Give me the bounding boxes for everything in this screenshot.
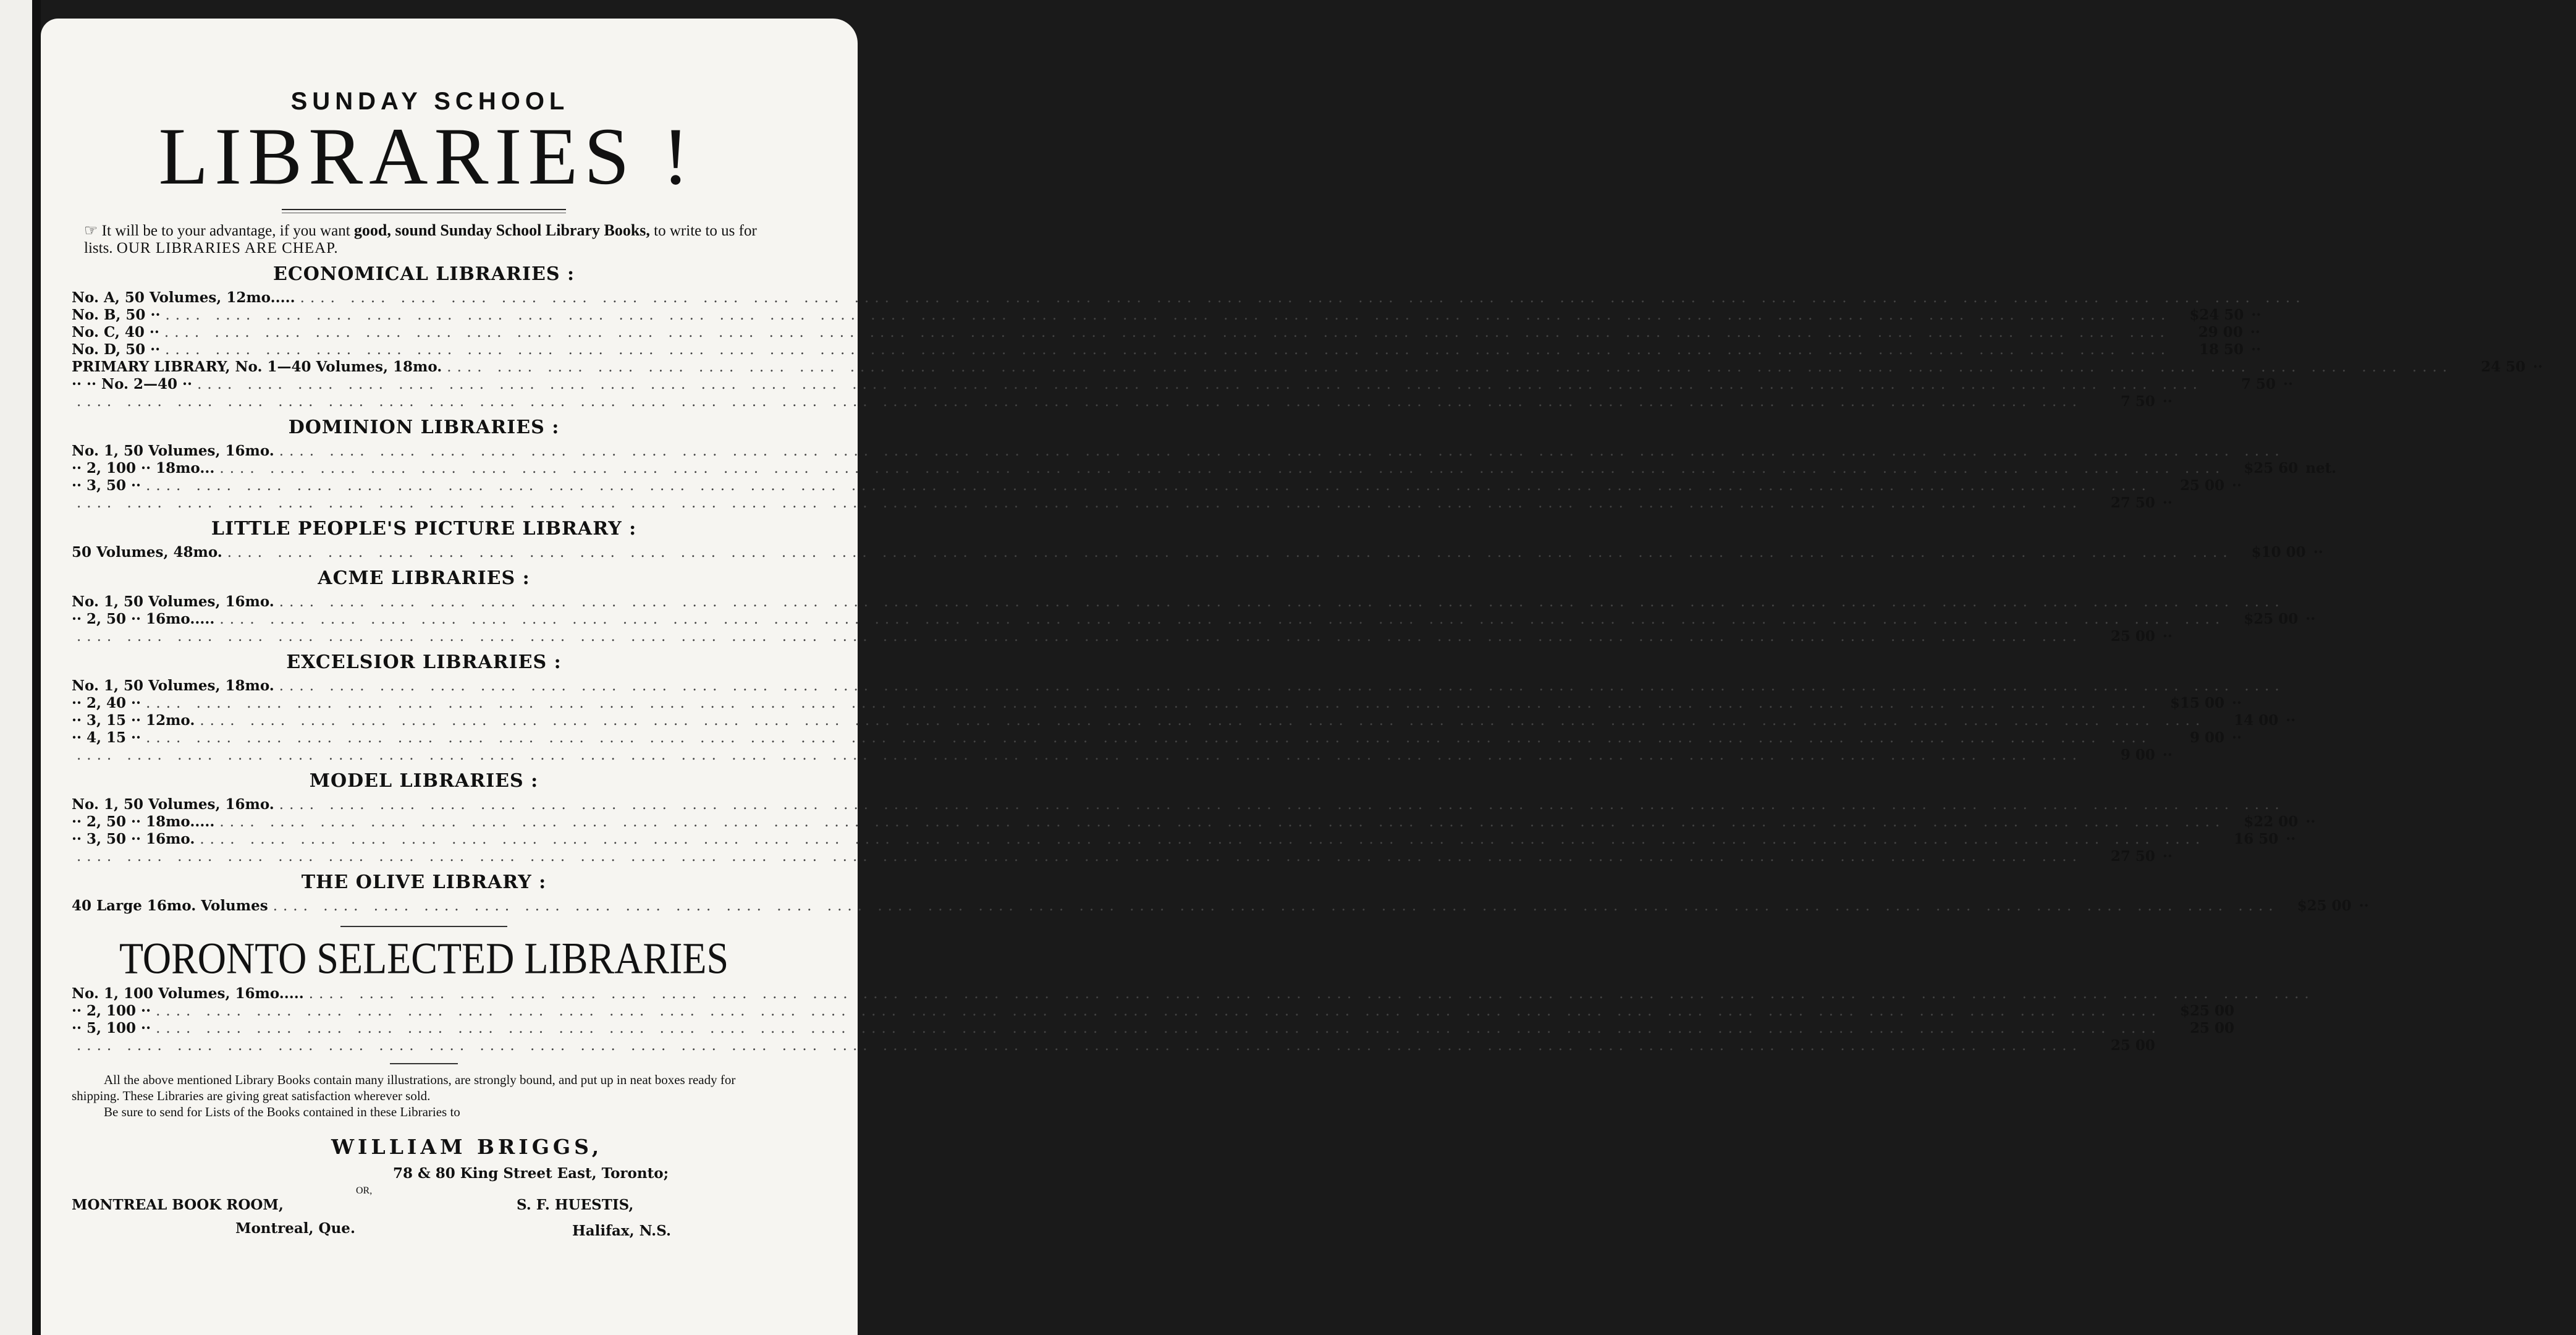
leader-dots: .... .... .... .... .... .... .... .... .... .... .... .... .... .... .... .... .... .... .... .... .... .... .... .... .... .... .... .... .... .... .... .... .... .... .... .... .... .... .... .... xyxy=(77,747,2082,763)
pointing-hand-icon: ☞ xyxy=(84,222,98,239)
row-price: $22 00 xyxy=(2244,813,2299,830)
halifax-name: S. F. HUESTIS, xyxy=(517,1197,634,1213)
branch-addresses xyxy=(72,1197,776,1271)
row-label: ·· 3, 15 ·· 12mo. xyxy=(72,712,195,729)
leader-dots: .... .... .... .... .... .... .... .... .... .... .... .... .... .... .... .... .... .... .... .... .... .... .... .... .... .... .... .... .... .... .... .... .... .... .... .... .... .... .... .... xyxy=(300,290,2306,306)
price-row xyxy=(72,460,2337,477)
row-tail: ·· xyxy=(2313,544,2323,561)
row-price: 14 00 xyxy=(2234,712,2279,729)
price-row xyxy=(72,358,2543,376)
row-label: PRIMARY LIBRARY, No. 1—40 Volumes, 18mo. xyxy=(72,358,442,375)
row-label: No. D, 50 ·· xyxy=(72,341,161,358)
double-rule xyxy=(282,209,566,213)
row-label: No. 1, 50 Volumes, 18mo. xyxy=(72,677,274,694)
section-heading: MODEL LIBRARIES : xyxy=(309,770,539,792)
row-price: 7 50 xyxy=(2240,376,2276,392)
row-label: No. B, 50 ·· xyxy=(72,307,161,323)
row-label: ·· 2, 50 ·· 18mo..... xyxy=(72,813,215,830)
price-row xyxy=(72,729,2242,747)
row-price: 9 00 xyxy=(2120,747,2155,763)
leader-dots: .... .... .... .... .... .... .... .... .... .... .... .... .... .... .... .... .... .... .... .... .... .... .... .... .... .... .... .... .... .... .... .... .... .... .... .... .... .... .... .... xyxy=(77,394,2082,410)
row-price: $24 50 xyxy=(2189,307,2244,323)
row-tail: ·· xyxy=(2162,747,2173,763)
row-tail: ·· xyxy=(2162,494,2173,511)
leader-dots: .... .... .... .... .... .... .... .... .... .... .... .... .... .... .... .... .... .... .... .... .... .... .... .... .... .... .... .... .... .... .... .... .... .... .... .... .... .... .... .... xyxy=(77,1038,2082,1054)
row-tail: ·· xyxy=(2231,695,2242,711)
price-row xyxy=(72,307,2261,324)
leader-dots: .... .... .... .... .... .... .... .... .... .... .... .... .... .... .... .... .... .... .... .... .... .... .... .... .... .... .... .... .... .... .... .... .... .... .... .... .... .... .... .... xyxy=(146,478,2152,494)
row-tail: ·· xyxy=(2283,376,2293,392)
row-label: No. 1, 50 Volumes, 16mo. xyxy=(72,796,274,813)
row-tail: ·· xyxy=(2231,729,2242,746)
short-rule xyxy=(390,1063,458,1064)
row-price: $25 00 xyxy=(2244,611,2299,627)
binding-shadow xyxy=(32,0,41,1335)
section-rule xyxy=(340,926,507,927)
leader-dots: .... .... .... .... .... .... .... .... .... .... .... .... .... .... .... .... .... .... .... .... .... .... .... .... .... .... .... .... .... .... .... .... .... .... .... .... .... .... .... .... xyxy=(279,797,2285,813)
price-row xyxy=(72,677,2285,695)
row-price: 25 00 xyxy=(2189,1020,2234,1036)
toronto-price-list xyxy=(72,985,2315,1054)
row-price: $25 00 xyxy=(2179,1002,2234,1019)
advertisement-page xyxy=(41,19,2543,1335)
row-price: 25 00 xyxy=(2110,1037,2155,1054)
row-label: ·· 2, 100 ·· 18mo... xyxy=(72,460,215,477)
toronto-heading: TORONTO SELECTED LIBRARIES xyxy=(119,933,729,983)
row-price: 16 50 xyxy=(2234,831,2279,847)
leader-dots: .... .... .... .... .... .... .... .... .... .... .... .... .... .... .... .... .... .... .... .... .... .... .... .... .... .... .... .... .... .... .... .... .... .... .... .... .... .... .... .... xyxy=(200,831,2206,847)
row-tail: ·· xyxy=(2162,848,2173,865)
leader-dots: .... .... .... .... .... .... .... .... .... .... .... .... .... .... .... .... .... .... .... .... .... .... .... .... .... .... .... .... .... .... .... .... .... .... .... .... .... .... .... .... xyxy=(219,460,2226,477)
leader-dots: .... .... .... .... .... .... .... .... .... .... .... .... .... .... .... .... .... .... .... .... .... .... .... .... .... .... .... .... .... .... .... .... .... .... .... .... .... .... .... .... xyxy=(227,545,2233,561)
send-for-lists-note: Be sure to send for Lists of the Books contained in these Libraries to xyxy=(104,1104,460,1119)
row-label: 40 Large 16mo. Volumes xyxy=(72,897,268,914)
row-tail: ·· xyxy=(2533,358,2543,375)
leader-dots: .... .... .... .... .... .... .... .... .... .... .... .... .... .... .... .... .... .... .... .... .... .... .... .... .... .... .... .... .... .... .... .... .... .... .... .... .... .... .... .... xyxy=(197,376,2203,392)
price-row xyxy=(72,813,2316,831)
row-price: $25 60 xyxy=(2244,460,2299,477)
leader-dots: .... .... .... .... .... .... .... .... .... .... .... .... .... .... .... .... .... .... .... .... .... .... .... .... .... .... .... .... .... .... .... .... .... .... .... .... .... .... .... .... xyxy=(279,594,2285,610)
section-heading: LITTLE PEOPLE'S PICTURE LIBRARY : xyxy=(211,518,637,540)
leader-dots: .... .... .... .... .... .... .... .... .... .... .... .... .... .... .... .... .... .... .... .... .... .... .... .... .... .... .... .... .... .... .... .... .... .... .... .... .... .... .... .... xyxy=(165,307,2171,323)
leader-dots: .... .... .... .... .... .... .... .... .... .... .... .... .... .... .... .... .... .... .... .... .... .... .... .... .... .... .... .... .... .... .... .... .... .... .... .... .... .... .... .... xyxy=(165,342,2171,358)
leader-dots: .... .... .... .... .... .... .... .... .... .... .... .... .... .... .... .... .... .... .... .... .... .... .... .... .... .... .... .... .... .... .... .... .... .... .... .... .... .... .... .... xyxy=(146,695,2152,711)
leader-dots: .... .... .... .... .... .... .... .... .... .... .... .... .... .... .... .... .... .... .... .... .... .... .... .... .... .... .... .... .... .... .... .... .... .... .... .... .... .... .... .... xyxy=(156,1020,2161,1036)
price-row xyxy=(72,494,2173,512)
page-content xyxy=(72,87,2543,1271)
row-price: 29 00 xyxy=(2198,324,2243,341)
price-row xyxy=(72,443,2285,460)
row-label: No. C, 40 ·· xyxy=(72,324,159,341)
row-label: ·· 5, 100 ·· xyxy=(72,1020,151,1036)
price-row xyxy=(72,611,2316,628)
price-row xyxy=(72,695,2242,712)
price-row xyxy=(72,544,2323,561)
row-tail: ·· xyxy=(2162,628,2173,645)
row-label: No. A, 50 Volumes, 12mo..... xyxy=(72,289,295,306)
section-heading: EXCELSIOR LIBRARIES : xyxy=(286,651,562,673)
price-row xyxy=(72,628,2173,645)
price-row xyxy=(72,341,2261,358)
price-row xyxy=(72,796,2285,813)
montreal-city: Montreal, Que. xyxy=(235,1220,355,1237)
intro-text-2: to write to us for lists. xyxy=(84,222,757,256)
row-tail: ·· xyxy=(2305,611,2316,627)
library-sections xyxy=(72,263,2543,915)
price-row xyxy=(72,848,2173,865)
section-heading: THE OLIVE LIBRARY : xyxy=(301,871,547,893)
price-row xyxy=(72,376,2293,393)
price-row xyxy=(72,593,2285,611)
price-row xyxy=(72,985,2315,1002)
row-price: 27 50 xyxy=(2110,848,2155,865)
row-tail: net. xyxy=(2305,460,2337,477)
row-tail: ·· xyxy=(2286,831,2296,847)
row-tail: ·· xyxy=(2251,307,2261,323)
leader-dots: .... .... .... .... .... .... .... .... .... .... .... .... .... .... .... .... .... .... .... .... .... .... .... .... .... .... .... .... .... .... .... .... .... .... .... .... .... .... .... .... xyxy=(219,814,2226,830)
row-label: 50 Volumes, 48mo. xyxy=(72,544,222,561)
leader-dots: .... .... .... .... .... .... .... .... .... .... .... .... .... .... .... .... .... .... .... .... .... .... .... .... .... .... .... .... .... .... .... .... .... .... .... .... .... .... .... .... xyxy=(308,986,2315,1002)
leader-dots: .... .... .... .... .... .... .... .... .... .... .... .... .... .... .... .... .... .... .... .... .... .... .... .... .... .... .... .... .... .... .... .... .... .... .... .... .... .... .... .... xyxy=(279,678,2285,694)
adjacent-page-edge xyxy=(0,0,32,1335)
section-heading: DOMINION LIBRARIES : xyxy=(288,417,560,438)
price-row xyxy=(72,477,2242,494)
row-price: 7 50 xyxy=(2120,393,2155,410)
publisher-name: WILLIAM BRIGGS, xyxy=(331,1135,603,1159)
leader-dots: .... .... .... .... .... .... .... .... .... .... .... .... .... .... .... .... .... .... .... .... .... .... .... .... .... .... .... .... .... .... .... .... .... .... .... .... .... .... .... .... xyxy=(77,849,2082,865)
leader-dots: .... .... .... .... .... .... .... .... .... .... .... .... .... .... .... .... .... .... .... .... .... .... .... .... .... .... .... .... .... .... .... .... .... .... .... .... .... .... .... .... xyxy=(77,629,2082,645)
leader-dots: .... .... .... .... .... .... .... .... .... .... .... .... .... .... .... .... .... .... .... .... .... .... .... .... .... .... .... .... .... .... .... .... .... .... .... .... .... .... .... .... xyxy=(200,713,2206,729)
row-price: $25 00 xyxy=(2297,897,2352,914)
row-tail: ·· xyxy=(2231,477,2242,494)
row-tail: ·· xyxy=(2251,341,2261,358)
row-tail: ·· xyxy=(2286,712,2296,729)
price-row xyxy=(72,289,2306,307)
leader-dots: .... .... .... .... .... .... .... .... .... .... .... .... .... .... .... .... .... .... .... .... .... .... .... .... .... .... .... .... .... .... .... .... .... .... .... .... .... .... .... .... xyxy=(156,1003,2161,1019)
or-label: OR, xyxy=(356,1185,373,1196)
row-label: ·· 4, 15 ·· xyxy=(72,729,141,746)
section-heading: ACME LIBRARIES : xyxy=(318,567,530,589)
row-price: 25 00 xyxy=(2110,628,2155,645)
row-label: ·· 2, 100 ·· xyxy=(72,1002,151,1019)
leader-dots: .... .... .... .... .... .... .... .... .... .... .... .... .... .... .... .... .... .... .... .... .... .... .... .... .... .... .... .... .... .... .... .... .... .... .... .... .... .... .... .... xyxy=(164,324,2170,341)
row-price: $15 00 xyxy=(2169,695,2224,711)
intro-caps-text: OUR LIBRARIES ARE CHEAP. xyxy=(116,240,339,256)
price-row xyxy=(72,747,2173,764)
row-price: 27 50 xyxy=(2110,494,2155,511)
leader-dots: .... .... .... .... .... .... .... .... .... .... .... .... .... .... .... .... .... .... .... .... .... .... .... .... .... .... .... .... .... .... .... .... .... .... .... .... .... .... .... .... xyxy=(77,495,2082,511)
row-label: ·· ·· No. 2—40 ·· xyxy=(72,376,193,392)
heading-sunday-school: SUNDAY SCHOOL xyxy=(290,88,570,115)
row-label: ·· 2, 40 ·· xyxy=(72,695,141,711)
row-price: 25 00 xyxy=(2179,477,2224,494)
leader-dots: .... .... .... .... .... .... .... .... .... .... .... .... .... .... .... .... .... .... .... .... .... .... .... .... .... .... .... .... .... .... .... .... .... .... .... .... .... .... .... .... xyxy=(146,730,2152,746)
intro-bold-text: good, sound Sunday School Library Books, xyxy=(353,221,650,239)
row-tail: ·· xyxy=(2250,324,2260,341)
price-row xyxy=(72,831,2296,848)
row-label: ·· 3, 50 ·· 16mo. xyxy=(72,831,195,847)
row-price: $10 00 xyxy=(2251,544,2306,561)
price-row xyxy=(72,324,2260,341)
row-label: ·· 3, 50 ·· xyxy=(72,477,141,494)
price-row xyxy=(72,1002,2234,1020)
leader-dots: .... .... .... .... .... .... .... .... .... .... .... .... .... .... .... .... .... .... .... .... .... .... .... .... .... .... .... .... .... .... .... .... .... .... .... .... .... .... .... .... xyxy=(447,359,2453,375)
intro-text: It will be to your advantage, if you want xyxy=(101,222,350,239)
row-price: 9 00 xyxy=(2189,729,2224,746)
leader-dots: .... .... .... .... .... .... .... .... .... .... .... .... .... .... .... .... .... .... .... .... .... .... .... .... .... .... .... .... .... .... .... .... .... .... .... .... .... .... .... .... xyxy=(219,611,2226,627)
leader-dots: .... .... .... .... .... .... .... .... .... .... .... .... .... .... .... .... .... .... .... .... .... .... .... .... .... .... .... .... .... .... .... .... .... .... .... .... .... .... .... .... xyxy=(272,898,2279,914)
price-row xyxy=(72,712,2296,729)
heading-libraries: LIBRARIES ! xyxy=(158,111,696,201)
leader-dots: .... .... .... .... .... .... .... .... .... .... .... .... .... .... .... .... .... .... .... .... .... .... .... .... .... .... .... .... .... .... .... .... .... .... .... .... .... .... .... .... xyxy=(279,443,2285,459)
row-label: ·· 2, 50 ·· 16mo..... xyxy=(72,611,215,627)
row-price: 18 50 xyxy=(2199,341,2244,358)
section-heading: ECONOMICAL LIBRARIES : xyxy=(272,263,575,285)
row-label: No. 1, 50 Volumes, 16mo. xyxy=(72,593,274,610)
halifax-city: Halifax, N.S. xyxy=(572,1223,671,1239)
publisher-address: 78 & 80 King Street East, Toronto; xyxy=(393,1165,669,1182)
price-row xyxy=(72,1020,2234,1037)
row-tail: ·· xyxy=(2162,393,2173,410)
row-label: No. 1, 100 Volumes, 16mo..... xyxy=(72,985,304,1002)
row-label: No. 1, 50 Volumes, 16mo. xyxy=(72,443,274,459)
row-price: 24 50 xyxy=(2481,358,2526,375)
note-paragraph: All the above mentioned Library Books contain many illustrations, are strongly bound, and put up in neat boxes ready for shipping. These Libraries are giving great satisfaction wherever sold. xyxy=(72,1072,736,1103)
row-tail: ·· xyxy=(2305,813,2316,830)
montreal-name: MONTREAL BOOK ROOM, xyxy=(72,1197,284,1213)
row-tail: ·· xyxy=(2359,897,2369,914)
price-row xyxy=(72,1037,2155,1054)
price-row xyxy=(72,897,2369,915)
intro-paragraph xyxy=(84,222,776,257)
price-row xyxy=(72,393,2173,410)
